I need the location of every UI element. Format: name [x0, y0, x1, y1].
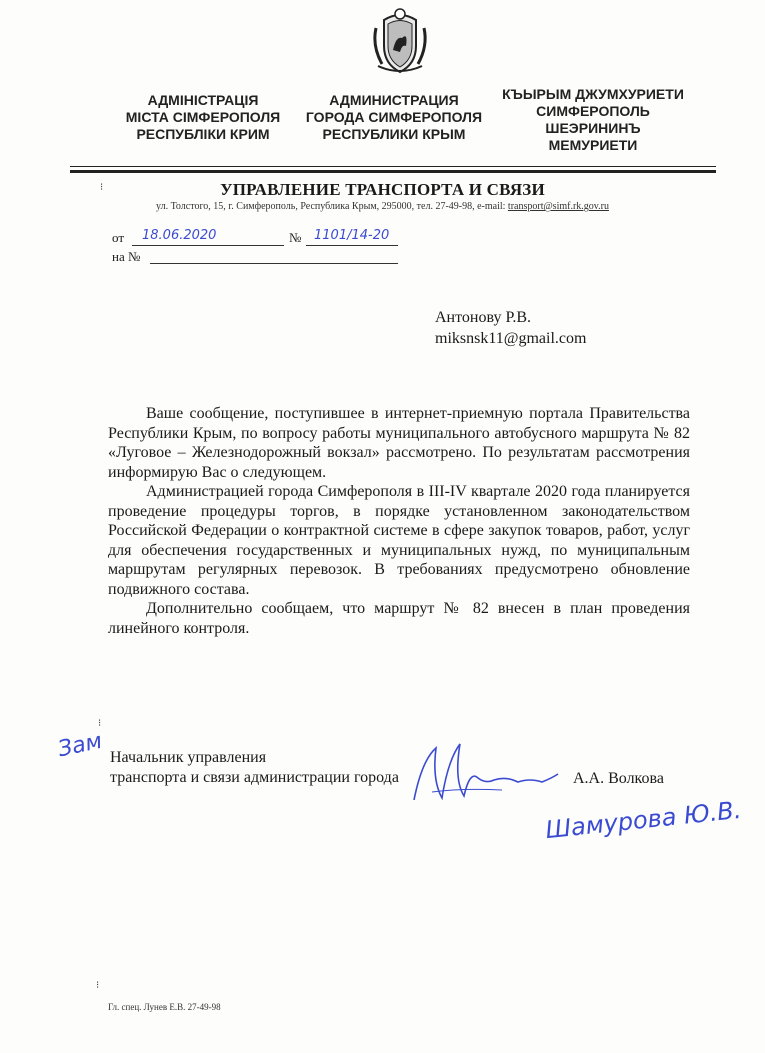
scan-mark: ⁝ [96, 980, 100, 991]
paragraph-2: Администрацией города Симферополя в III-IV квартале 2020 года планируется проведение процедуры торгов, в порядке установленном законодательством Российской Федерации о контрактной системе в сфере закупок товаров, работ, услуг для обеспечения государственных и муниципальных нужд, по муниципальным маршрутам регулярных перевозок. В требованиях предусмотрено обновление подвижного состава. [108, 483, 690, 598]
paragraph-3: Дополнительно сообщаем, что маршрут № 82 внесен в план проведения линейного контроля. [108, 600, 690, 637]
to-number-line [150, 263, 398, 264]
signer-title-line-2: транспорта и связи администрации города [110, 769, 399, 786]
signer-title-line-1: Начальник управления [110, 749, 267, 766]
recipient-name: Антонову Р.В. [435, 309, 532, 326]
executor-footer: Гл. спец. Лунев Е.В. 27-49-98 [108, 1002, 221, 1012]
department-email-link[interactable]: transport@simf.rk.gov.ru [507, 201, 609, 212]
number-handwritten: 1101/14-20 [314, 228, 390, 243]
scan-mark: ⁝ [98, 718, 102, 729]
handwritten-prefix: Зам [55, 728, 105, 763]
header-divider-thin [70, 166, 716, 167]
from-label: от [112, 230, 125, 245]
scan-mark: ⁝ [100, 182, 104, 193]
number-line [306, 245, 398, 246]
signer-name: А.А. Волкова [573, 770, 664, 787]
to-number-label: на № [112, 249, 141, 264]
header-russian: АДМИНИСТРАЦИЯ ГОРОДА СИМФЕРОПОЛЯ РЕСПУБЛИКИ КРЫМ [305, 92, 483, 142]
from-date-handwritten: 18.06.2020 [142, 228, 217, 243]
header-divider-thick [70, 170, 716, 173]
header-crimean-tatar: КЪЫРЫМ ДЖУМХУРИЕТИ СИМФЕРОПОЛЬ ШЕЭРИНИНЪ МЕМУРИЕТИ [502, 86, 684, 153]
handwritten-name: Шамурова Ю.В. [544, 795, 743, 845]
crimea-coat-of-arms-icon [366, 6, 434, 76]
signature-scribble-icon [402, 740, 562, 810]
paragraph-1: Ваше сообщение, поступившее в интернет-приемную портала Правительства Республики Крым, по вопросу работы муниципального автобусного маршрута № 82 «Луговое – Железнодорожный вокзал» рассмотрено. По результатам рассмотрения информирую Вас о следующем. [108, 405, 690, 481]
address-text: ул. Толстого, 15, г. Симферополь, Республика Крым, 295000, тел. 27-49-98, e-mail: [156, 201, 508, 212]
number-label: № [289, 230, 302, 245]
recipient-email: miksnsk11@gmail.com [435, 330, 587, 347]
department-address [0, 201, 765, 212]
department-title: УПРАВЛЕНИЕ ТРАНСПОРТА И СВЯЗИ [220, 180, 545, 199]
letter-body [108, 404, 690, 638]
header-ukrainian: АДМІНІСТРАЦІЯ МІСТА СІМФЕРОПОЛЯ РЕСПУБЛІКИ КРИМ [125, 92, 281, 142]
from-line [132, 245, 284, 246]
